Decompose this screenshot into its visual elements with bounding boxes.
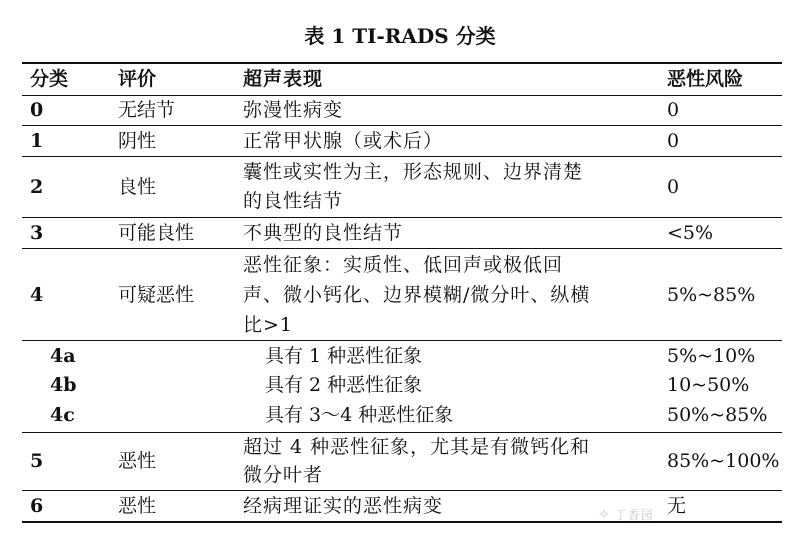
- row-category: 4: [30, 284, 44, 306]
- header-risk: 恶性风险: [667, 68, 744, 90]
- row-category: 3: [30, 222, 44, 244]
- watermark: [598, 506, 654, 523]
- row-risk: 无: [667, 495, 687, 517]
- dxy-logo-icon: ✧: [598, 507, 611, 523]
- header-category: 分类: [30, 68, 69, 90]
- rule-row: [22, 217, 782, 218]
- row-risk: 50%~85%: [667, 404, 768, 426]
- row-evaluation: 恶性: [118, 450, 157, 472]
- row-ultrasound-line: 微分叶者: [243, 464, 324, 486]
- row-risk: 0: [667, 99, 680, 121]
- row-ultrasound: 不典型的良性结节: [243, 222, 404, 244]
- row-ultrasound: 具有 2 种恶性征象: [265, 374, 423, 396]
- table-title: 表 1 TI-RADS 分类: [304, 24, 496, 48]
- row-ultrasound: 具有 1 种恶性征象: [265, 345, 423, 367]
- rule-row: [22, 125, 782, 126]
- row-ultrasound: 具有 3～4 种恶性征象: [265, 404, 454, 426]
- row-ultrasound: 正常甲状腺（或术后）: [243, 130, 444, 152]
- row-ultrasound-line: 恶性征象：实质性、低回声或极低回: [243, 254, 564, 276]
- row-evaluation: 恶性: [118, 495, 157, 517]
- rule-row: [22, 248, 782, 249]
- row-risk: 5%~85%: [667, 284, 756, 306]
- row-risk: 85%~100%: [667, 450, 780, 472]
- row-ultrasound-line: 超过 4 种恶性征象，尤其是有微钙化和: [243, 436, 591, 458]
- rule-row: [22, 156, 782, 157]
- rule-row: [22, 490, 782, 491]
- row-evaluation: 可能良性: [118, 222, 195, 244]
- row-risk: <5%: [667, 222, 714, 244]
- row-category: 6: [30, 495, 44, 517]
- row-ultrasound-line: 比>1: [243, 314, 294, 336]
- rule-row: [22, 340, 782, 341]
- row-category: 4a: [50, 345, 76, 367]
- row-risk: 0: [667, 176, 680, 198]
- row-risk: 0: [667, 130, 680, 152]
- row-category: 5: [30, 450, 44, 472]
- row-risk: 10~50%: [667, 374, 750, 396]
- row-evaluation: 良性: [118, 176, 157, 198]
- header-ultrasound: 超声表现: [243, 68, 324, 90]
- watermark-text: 丁香园: [614, 508, 654, 522]
- row-risk: 5%~10%: [667, 345, 756, 367]
- row-evaluation: 阴性: [118, 130, 157, 152]
- row-ultrasound-line: 囊性或实性为主，形态规则、边界清楚: [243, 161, 584, 183]
- row-ultrasound: 弥漫性病变: [243, 99, 344, 121]
- row-ultrasound-line: 的良性结节: [243, 190, 344, 212]
- row-evaluation: 无结节: [118, 99, 176, 121]
- row-category: 2: [30, 176, 44, 198]
- row-evaluation: 可疑恶性: [118, 284, 195, 306]
- row-category: 0: [30, 99, 44, 121]
- row-ultrasound: 经病理证实的恶性病变: [243, 495, 444, 517]
- row-category: 4c: [50, 404, 75, 426]
- row-ultrasound-line: 声、微小钙化、边界模糊/微分叶、纵横: [243, 284, 591, 306]
- rule-top: [22, 62, 782, 64]
- header-evaluation: 评价: [118, 68, 157, 90]
- row-category: 1: [30, 130, 44, 152]
- row-category: 4b: [50, 374, 77, 396]
- rule-bottom: [22, 521, 782, 523]
